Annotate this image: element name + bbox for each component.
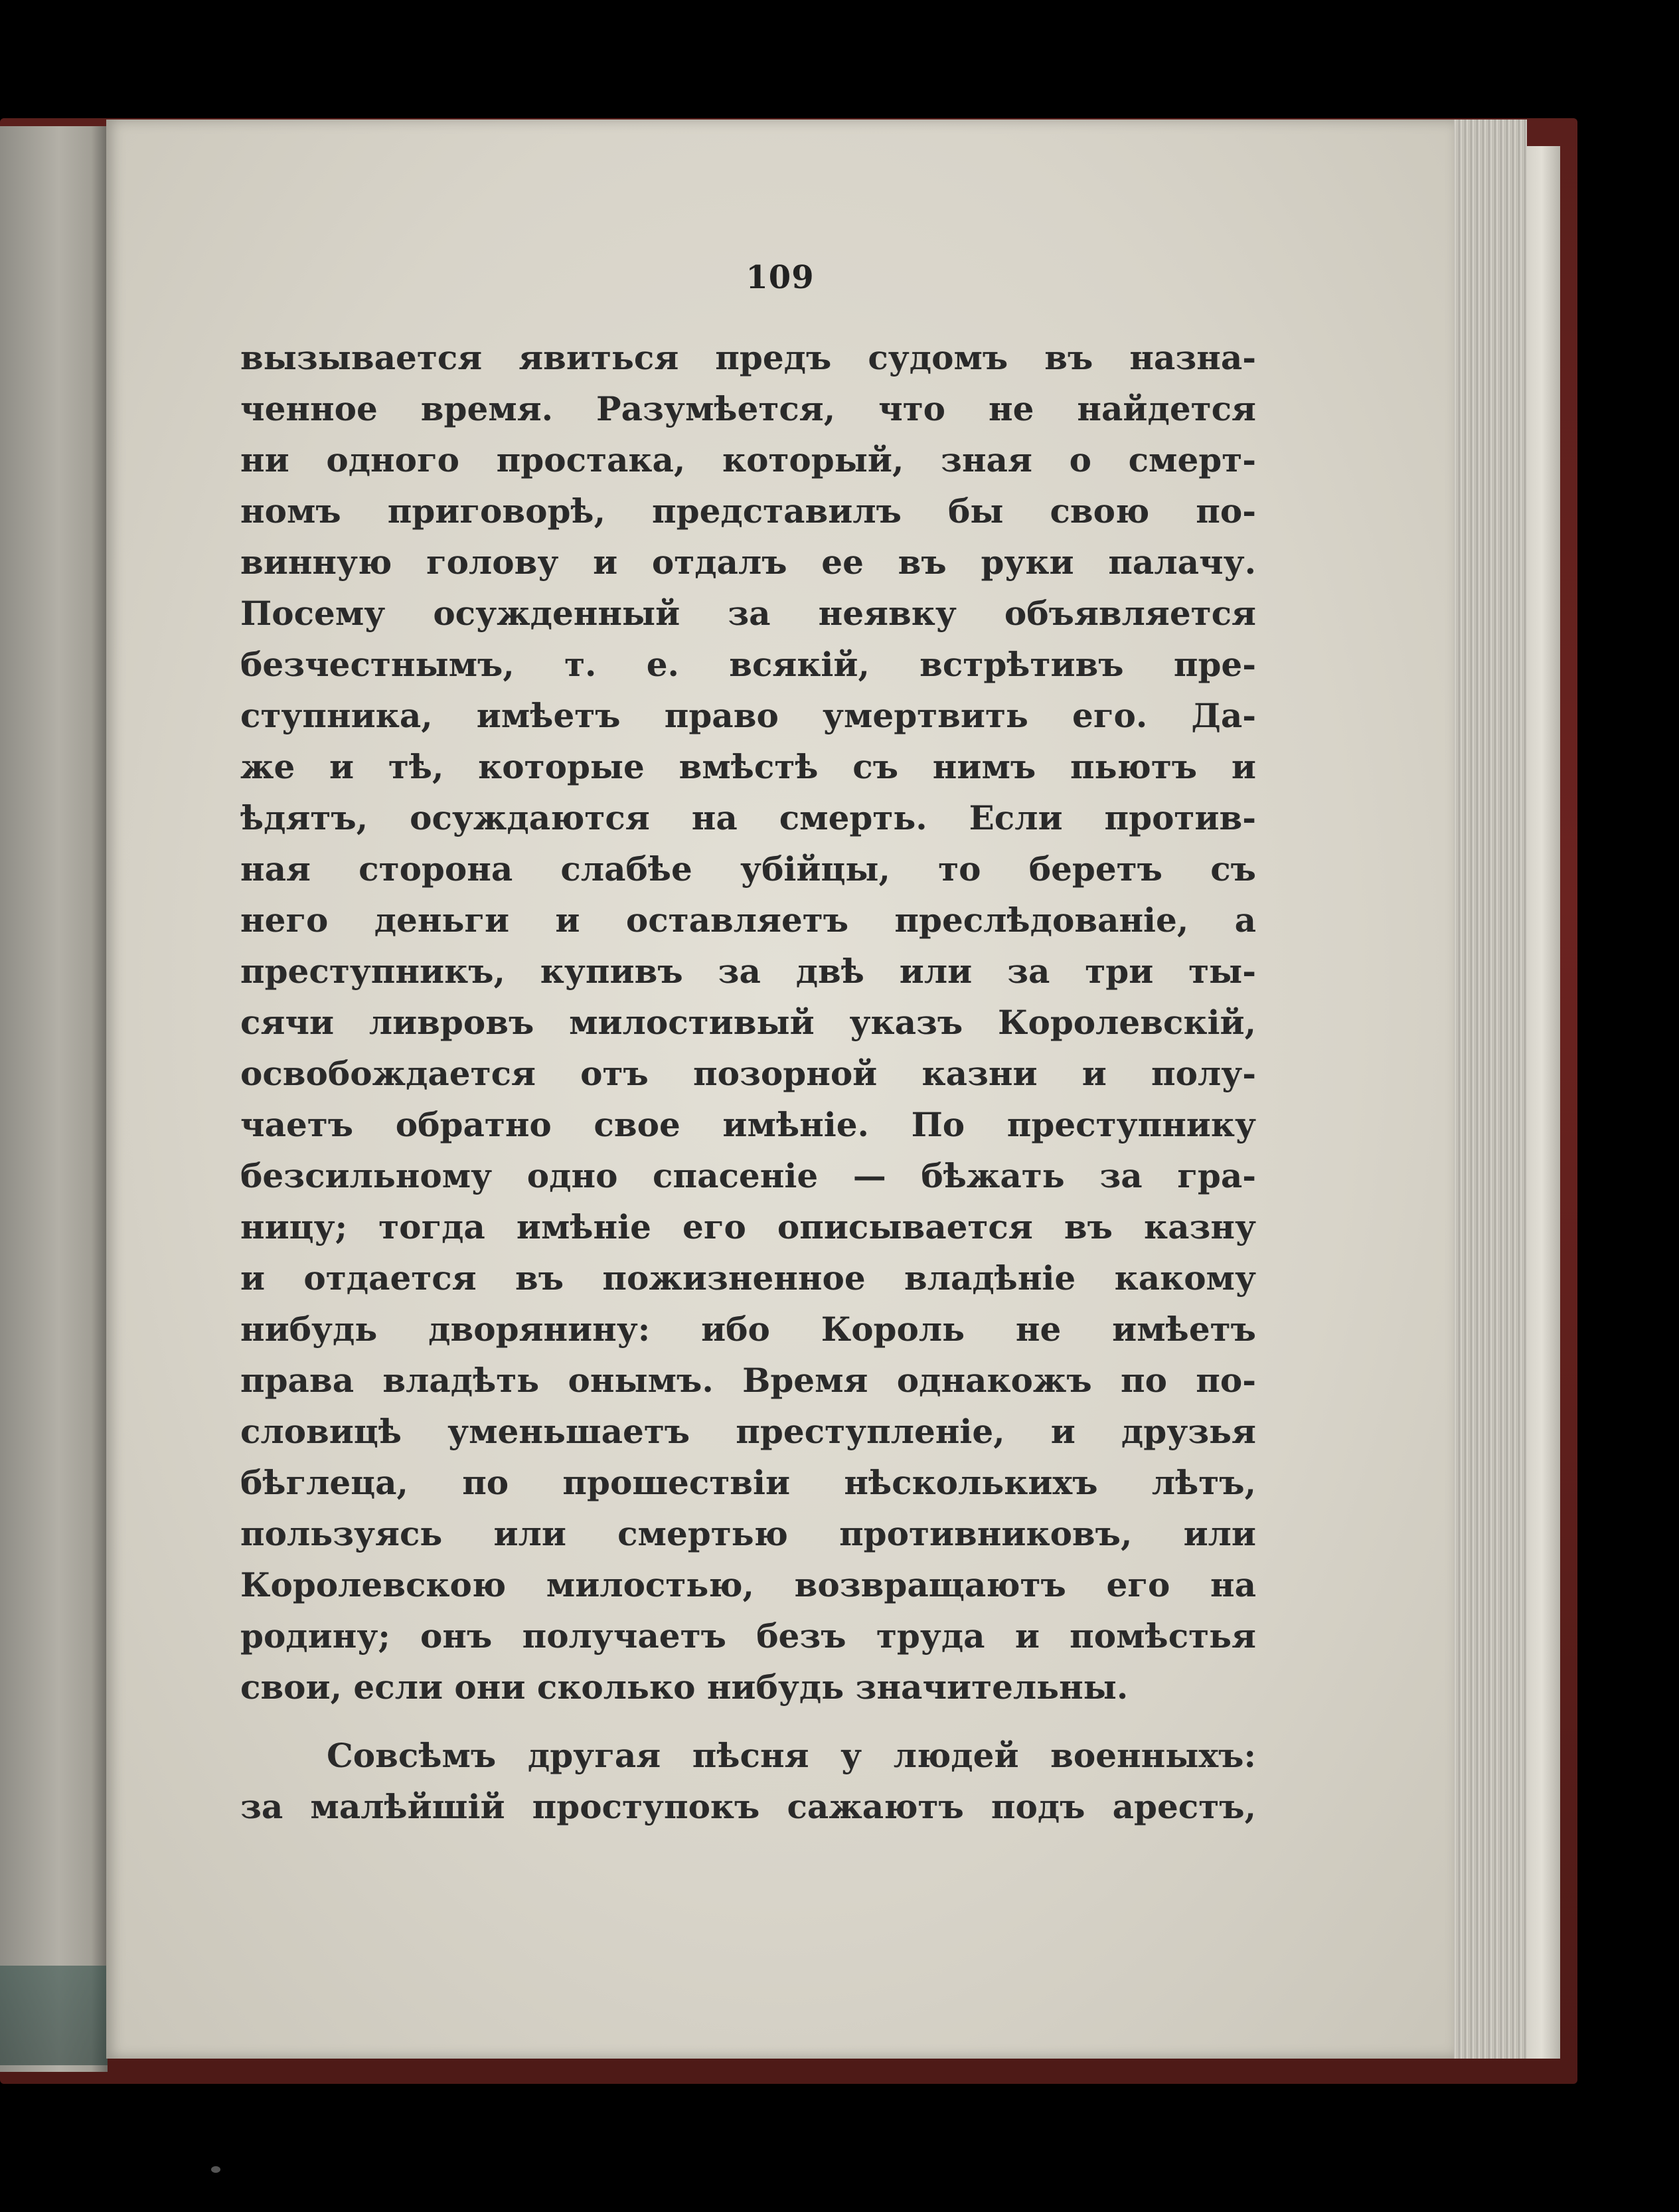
page-number: 109 [746, 259, 815, 296]
text-line: номъ приговорѣ, представилъ бы свою по- [240, 491, 1256, 531]
text-block [240, 332, 1256, 1832]
text-line: ѣдятъ, осуждаются на смерть. Если против- [240, 798, 1256, 837]
text-line: бѣглеца, по прошествіи нѣсколькихъ лѣтъ, [240, 1463, 1256, 1502]
text-line: нибудь дворянину: ибо Король не имѣетъ [240, 1310, 1256, 1349]
text-line: права владѣть онымъ. Время однакожъ по по- [240, 1361, 1256, 1400]
text-line: Королевскою милостью, возвращаютъ его на [240, 1565, 1256, 1604]
text-line: родину; онъ получаетъ безъ труда и помѣстья [240, 1616, 1256, 1656]
text-line: безчестнымъ, т. е. всякій, встрѣтивъ пре- [240, 645, 1256, 684]
text-line: Посему осужденный за неявку объявляется [240, 594, 1256, 633]
left-page-edge [0, 1966, 108, 2065]
text-line: вызывается явиться предъ судомъ въ назна- [240, 338, 1256, 377]
paragraph-gap [240, 1713, 1256, 1730]
text-line: за малѣйшій проступокъ сажаютъ подъ арестъ, [240, 1787, 1256, 1826]
text-line: словицѣ уменьшаетъ преступленіе, и друзья [240, 1412, 1256, 1451]
text-line: ни одного простака, который, зная о смерт- [240, 440, 1256, 479]
left-page [0, 126, 108, 2072]
text-line: же и тѣ, которые вмѣстѣ съ нимъ пьютъ и [240, 747, 1256, 786]
text-line: Совсѣмъ другая пѣсня у людей военныхъ: [327, 1736, 1256, 1775]
text-line: и отдается въ пожизненное владѣніе какому [240, 1258, 1256, 1298]
speck [211, 2166, 220, 2173]
text-line: ницу; тогда имѣніе его описывается въ казну [240, 1207, 1256, 1246]
text-line: винную голову и отдалъ ее въ руки палачу. [240, 543, 1256, 582]
text-line: него деньги и оставляетъ преслѣдованіе, а [240, 900, 1256, 940]
book-page [106, 120, 1454, 2059]
text-line: освобождается отъ позорной казни и полу- [240, 1054, 1256, 1093]
text-line: безсильному одно спасеніе — бѣжать за гра- [240, 1156, 1256, 1195]
text-line: ченное время. Разумѣется, что не найдется [240, 389, 1256, 428]
text-line: свои, если они сколько нибудь значительны. [240, 1667, 1129, 1707]
text-line: ступника, имѣетъ право умертвить его. Да- [240, 696, 1256, 735]
text-line: ная сторона слабѣе убійцы, то беретъ съ [240, 849, 1256, 889]
text-line: чаетъ обратно свое имѣніе. По преступнику [240, 1105, 1256, 1144]
text-line: пользуясь или смертью противниковъ, или [240, 1514, 1256, 1553]
text-line: сячи ливровъ милостивый указъ Королевскій, [240, 1003, 1256, 1042]
text-line: преступникъ, купивъ за двѣ или за три ты- [240, 952, 1256, 991]
